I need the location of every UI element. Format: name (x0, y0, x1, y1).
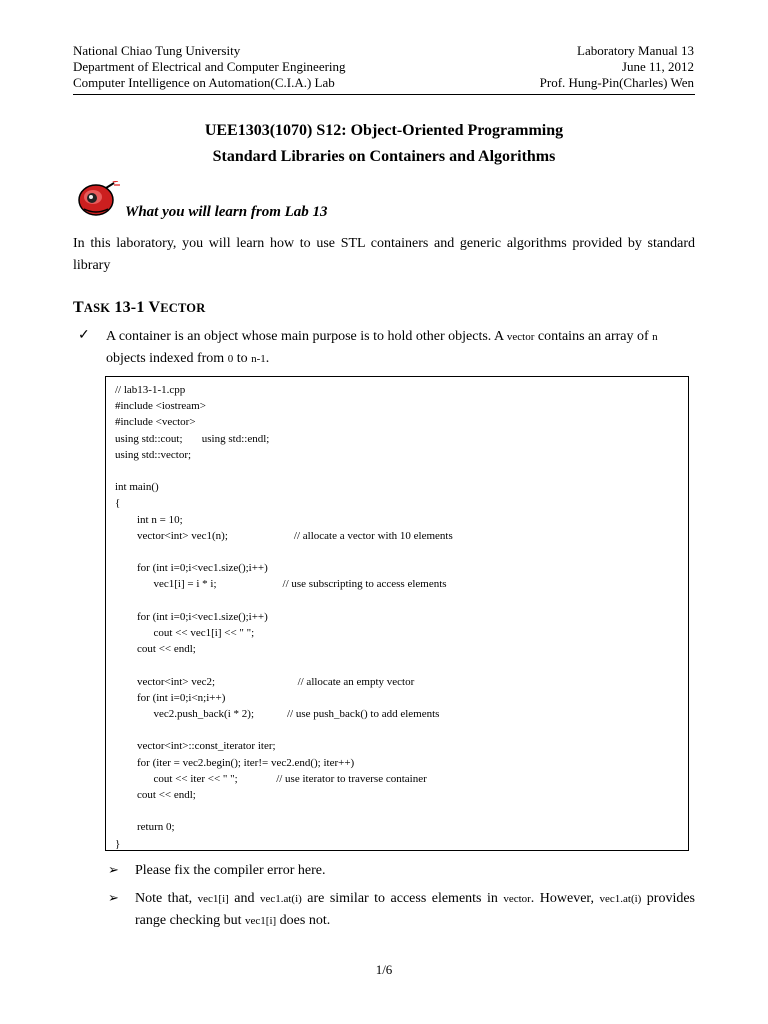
manual-number: Laboratory Manual 13 (577, 43, 694, 58)
code-text: // lab13-1-1.cpp #include <iostream> #include <vector> using std::cout; using std::endl; using std::vector; int main() { int n = 10; vector<int> vec1(n); // allocate a vector with 10 elements for (int i=0;i<vec1.size();i++) vec1[i] = i * i; // use subscripting to access elements for (int i=0;i<vec1.size();i++) cout << vec1[i] << " "; cout << endl; vector<int> vec2; // allocate an empty vector for (int i=0;i<n;i++) vec2.push_back(i * 2); // use push_back() to add elements vector<int>::const_iterator iter; for (iter = vec2.begin(); iter!= vec2.end(); iter++) cout << iter << " "; // use iterator to traverse container cout << endl; return 0; } (115, 384, 453, 850)
inline-code: vector (506, 331, 535, 343)
course-title: UEE1303(1070) S12: Object-Oriented Programming (204, 122, 564, 139)
bomb-icon (76, 181, 122, 217)
department-name: Department of Electrical and Computer Engineering (73, 59, 346, 74)
note-text: . However, (530, 891, 600, 906)
page-number: 1/6 (375, 962, 393, 977)
inline-code: vec1[i] (245, 915, 277, 927)
note-text: Note that, (135, 891, 198, 906)
checkmark-icon: ✓ (78, 328, 90, 343)
professor-name: Prof. Hung-Pin(Charles) Wen (539, 75, 694, 90)
note-range-checking (135, 888, 695, 932)
learn-heading: What you will learn from Lab 13 (125, 204, 328, 220)
note-fix-error: Please fix the compiler error here. (135, 863, 326, 878)
inline-code: n (652, 331, 658, 343)
arrow-bullet-icon: ➢ (108, 890, 119, 905)
task-word-rest: ASK (83, 301, 111, 315)
bullet-text: objects indexed from (106, 351, 228, 366)
bullet-text: . (265, 351, 270, 366)
header-rule (73, 94, 695, 95)
inline-code: vec1.at(i) (259, 893, 302, 905)
bullet-text: A container is an object whose main purpose is to hold other objects. A (106, 329, 507, 344)
task-letter-t: T (73, 299, 84, 316)
inline-code: vec1.at(i) (599, 893, 642, 905)
code-listing (105, 376, 689, 851)
manual-date: June 11, 2012 (621, 59, 694, 74)
inline-code: vector (503, 893, 531, 905)
lab-title: Standard Libraries on Containers and Algorithms (212, 148, 556, 165)
task-letter-v: V (148, 299, 161, 316)
intro-paragraph: In this laboratory, you will learn how to use STL containers and generic algorithms provided by standard library (73, 236, 695, 273)
university-name: National Chiao Tung University (73, 43, 241, 58)
bullet-text: contains an array of (534, 329, 653, 344)
task-topic-rest: ECTOR (160, 301, 206, 315)
note-text: and (228, 891, 260, 906)
arrow-bullet-icon: ➢ (108, 862, 119, 877)
task-number: 13-1 (110, 299, 149, 316)
inline-code: n-1 (251, 353, 266, 365)
task-heading (73, 299, 205, 317)
header-right (540, 43, 694, 91)
inline-code: 0 (227, 353, 234, 365)
note-text: are similar to access elements in (301, 891, 504, 906)
bullet-vector-description (106, 326, 695, 370)
inline-code: vec1[i] (197, 893, 229, 905)
header-left (73, 43, 346, 91)
note-text: provides range checking but (135, 891, 696, 928)
lab-name: Computer Intelligence on Automation(C.I.A.) Lab (73, 75, 335, 90)
note-text: does not. (276, 913, 331, 928)
bullet-text: to (233, 351, 252, 366)
